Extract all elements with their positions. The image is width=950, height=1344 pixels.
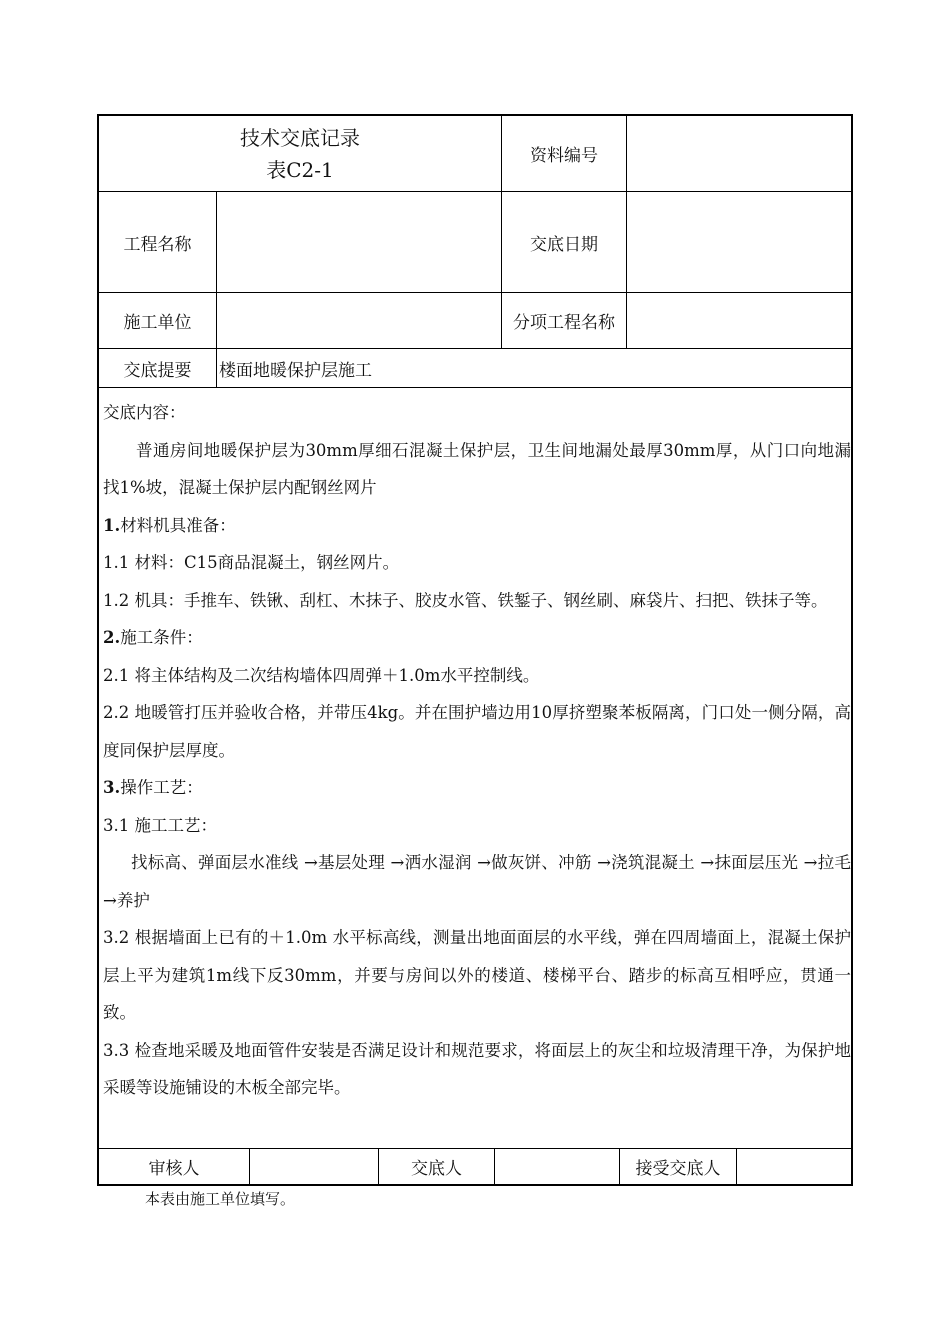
doc-number-field[interactable]	[627, 116, 851, 191]
item-3-1: 3.1 施工工艺：	[103, 815, 217, 835]
summary-label: 交底提要	[123, 360, 192, 381]
section-number: 1.	[103, 515, 121, 535]
section-title: 操作工艺：	[120, 778, 203, 797]
section-3-heading	[103, 769, 851, 807]
contractor-label: 施工单位	[123, 313, 192, 333]
technical-briefing-form	[97, 114, 853, 1186]
doc-number-label: 资料编号	[530, 146, 598, 166]
item-1-1: 1.1 材料：C15商品混凝土，钢丝网片。	[103, 553, 400, 572]
item-3-3: 3.3 检查地采暖及地面管件安装是否满足设计和规范要求，将面层上的灰尘和垃圾清理干净，为保护地采暖等设施铺设的木板全部完毕。	[103, 1040, 851, 1097]
form-title: 技术交底记录	[240, 125, 360, 150]
section-1-heading	[103, 507, 851, 545]
process-flow: 找标高、弹面层水准线 →基层处理 →洒水湿润 →做灰饼、冲筋 →浇筑混凝土 →抹面层压光 →拉毛 →养护	[103, 853, 851, 910]
form-title-block	[99, 116, 501, 191]
summary-field[interactable]: 楼面地暖保护层施工	[219, 360, 372, 381]
item-1-2: 1.2 机具：手推车、铁锹、刮杠、木抹子、胶皮水管、铁錾子、钢丝刷、麻袋片、扫把、铁抹子等。	[103, 590, 828, 610]
content-intro: 普通房间地暖保护层为30mm厚细石混凝土保护层，卫生间地漏处最厚30mm厚，从门口向地漏找1%坡，混凝土保护层内配钢丝网片	[103, 440, 851, 497]
content-heading: 交底内容：	[103, 403, 186, 422]
project-name-field[interactable]	[217, 192, 501, 292]
date-label: 交底日期	[530, 234, 598, 255]
date-field[interactable]	[627, 192, 851, 292]
presenter-label: 交底人	[411, 1159, 462, 1179]
section-2-heading	[103, 619, 851, 657]
row-divider	[99, 387, 851, 388]
section-title: 材料机具准备：	[120, 515, 236, 535]
project-name-label: 工程名称	[123, 234, 192, 255]
footer-note: 本表由施工单位填写。	[145, 1190, 296, 1208]
item-2-2: 2.2 地暖管打压并验收合格，并带压4kg。并在围护墙边用10厚挤塑聚苯板隔离，门口处一侧分隔，高度同保护层厚度。	[103, 703, 851, 760]
receiver-field[interactable]	[737, 1149, 851, 1184]
reviewer-field[interactable]	[250, 1149, 378, 1184]
item-2-1: 2.1 将主体结构及二次结构墙体四周弹＋1.0m水平控制线。	[103, 665, 540, 685]
reviewer-label: 审核人	[148, 1159, 200, 1179]
contractor-field[interactable]	[217, 293, 501, 348]
briefing-content	[103, 394, 851, 1107]
subproject-label: 分项工程名称	[513, 313, 615, 333]
section-number: 3.	[103, 778, 121, 797]
item-3-2: 3.2 根据墙面上已有的＋1.0m 水平标高线，测量出地面面层的水平线，弹在四周墙面上，混凝土保护层上平为建筑1m线下反30mm，并要与房间以外的楼道、楼梯平台、踏步的标高互相呼应，贯通一致。	[103, 928, 851, 1022]
section-title: 施工条件：	[120, 628, 203, 647]
subproject-field[interactable]	[627, 293, 851, 348]
receiver-label: 接受交底人	[635, 1159, 721, 1179]
section-number: 2.	[103, 628, 121, 647]
presenter-field[interactable]	[495, 1149, 619, 1184]
form-code: 表C2-1	[266, 157, 334, 182]
